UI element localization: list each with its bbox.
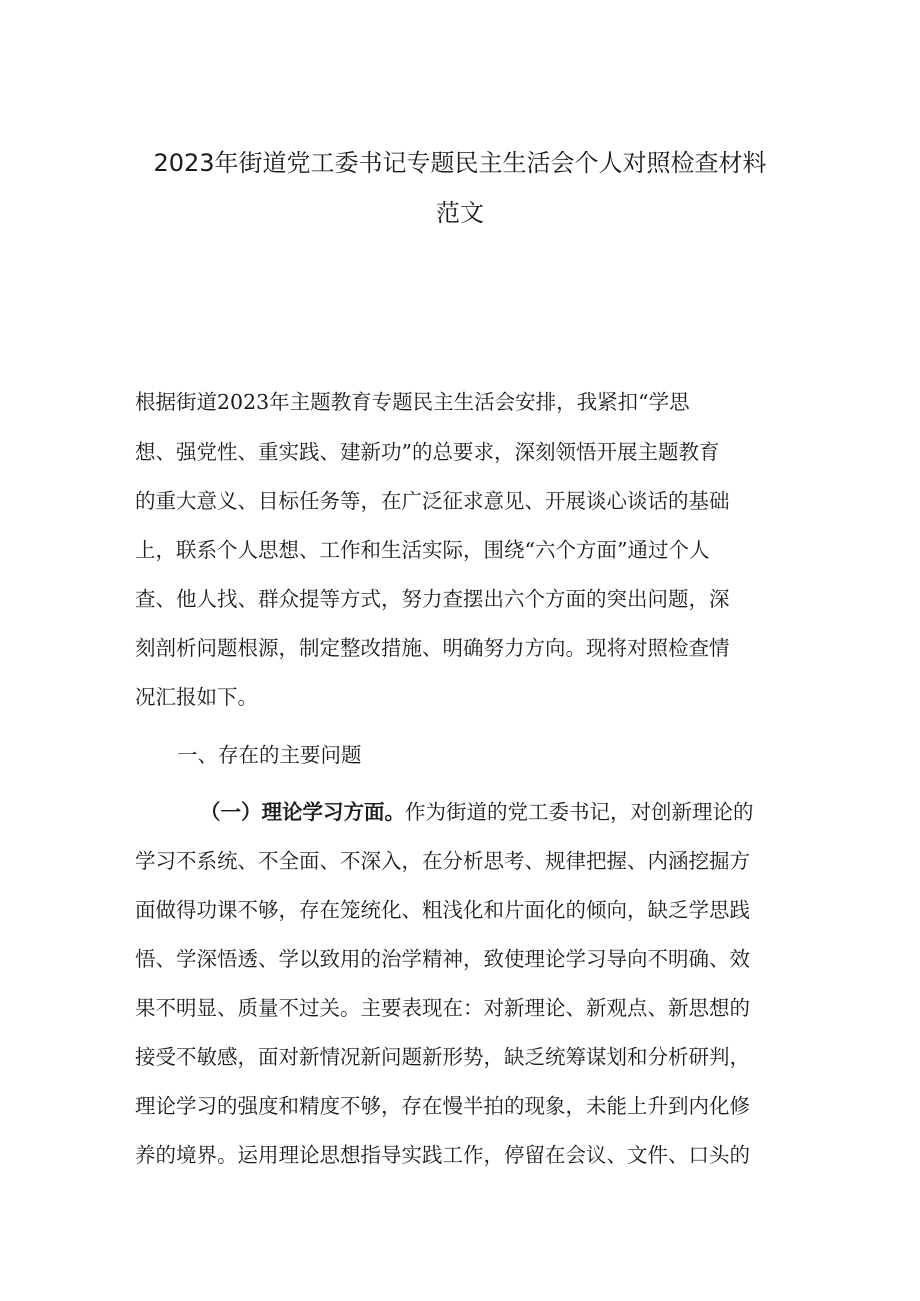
document-title-line-1: 2023年街道党工委书记专题民主生活会个人对照检查材料 [153, 149, 767, 177]
body-paragraph-line: 学习不系统、不全面、不深入，在分析思考、规律把握、内涵挖掘方 [135, 849, 750, 873]
intro-paragraph-line: 况汇报如下。 [135, 685, 258, 709]
intro-paragraph-line: 根据街道2023年主题教育专题民主生活会安排，我紧扣“学思 [135, 390, 690, 414]
section-heading: 一、存在的主要问题 [177, 743, 362, 767]
document-title-line-2: 范文 [436, 199, 484, 227]
body-paragraph-line: 悟、学深悟透、学以致用的治学精神，致使理论学习导向不明确、效 [135, 947, 750, 971]
subsection-first-line [200, 800, 800, 824]
body-paragraph-line: 养的境界。运用理论思想指导实践工作，停留在会议、文件、口头的 [135, 1143, 750, 1167]
intro-paragraph-line: 的重大意义、目标任务等，在广泛征求意见、开展谈心谈话的基础 [135, 489, 730, 513]
body-paragraph-line: 理论学习的强度和精度不够，存在慢半拍的现象，未能上升到内化修 [135, 1094, 750, 1118]
body-paragraph-line: 接受不敏感，面对新情况新问题新形势，缺乏统筹谋划和分析研判， [135, 1045, 750, 1069]
body-paragraph-line: 果不明显、质量不过关。主要表现在：对新理论、新观点、新思想的 [135, 996, 750, 1020]
subsection-first-line-text: 作为街道的党工委书记，对创新理论的 [405, 800, 754, 824]
body-paragraph-line: 面做得功课不够，存在笼统化、粗浅化和片面化的倾向，缺乏学思践 [135, 898, 750, 922]
intro-paragraph-line: 上，联系个人思想、工作和生活实际，围绕“六个方面”通过个人 [135, 538, 710, 562]
intro-paragraph-line: 想、强党性、重实践、建新功”的总要求，深刻领悟开展主题教育 [135, 440, 720, 464]
intro-paragraph-line: 查、他人找、群众提等方式，努力查摆出六个方面的突出问题，深 [135, 587, 730, 611]
subsection-label: （一）理论学习方面。 [200, 800, 405, 824]
intro-paragraph-line: 刻剖析问题根源，制定整改措施、明确努力方向。现将对照检查情 [135, 636, 730, 660]
